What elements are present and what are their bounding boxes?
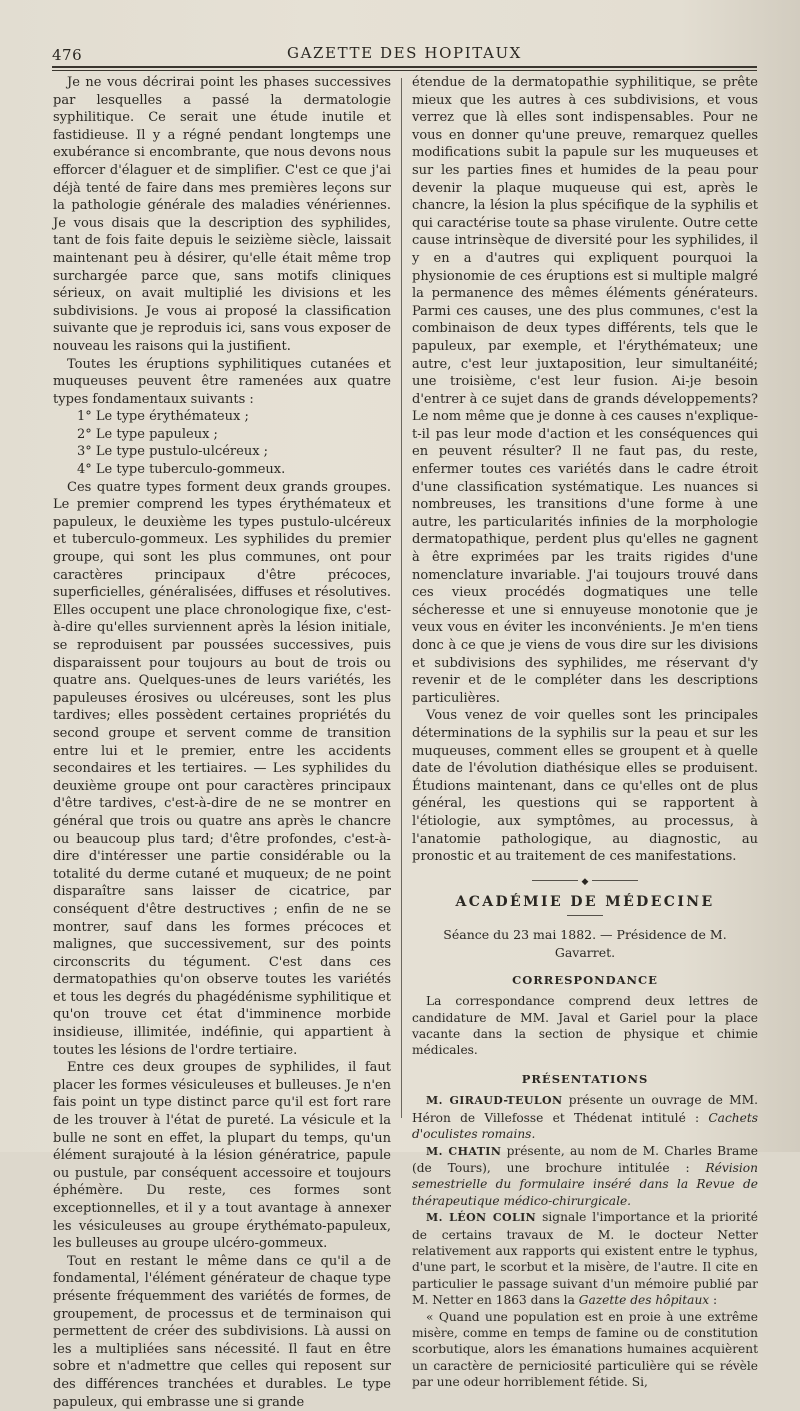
presentation-item: M. GIRAUD-TEULON présente un ouvrage de MM. Héron de Villefosse et Thédenat intitulé : Cachets d'oculistes romains. [412, 1093, 758, 1142]
left-column [53, 74, 391, 1410]
ornament-divider [412, 872, 758, 888]
paragraph: Vous venez de voir quelles sont les principales déterminations de la syphilis sur la peau et sur les muqueuses, comment elles se groupent et à quelle date de l'évolution diathésique elles se produisent. Étudions maintenant, dans ce qu'elles ont de plus général, les questions qui se rapportent à l'étiologie, aux symptômes, au processus, à l'anatomie pathologique, au diagnostic, au pronostic et au traitement de ces manifestations. [412, 708, 758, 865]
page-header [52, 40, 757, 64]
short-rule [567, 915, 603, 916]
section-title: ACADÉMIE DE MÉDECINE [455, 893, 715, 910]
session-line: Séance du 23 mai 1882. — Présidence de M. Gavarret. [443, 927, 727, 960]
paragraph: Toutes les éruptions syphilitiques cutanées et muqueuses peuvent être ramenées aux quatre types fondamentaux suivants : [53, 356, 391, 407]
header-rule-thin [52, 70, 757, 71]
speaker-name: M. GIRAUD-TEULON [426, 1094, 563, 1108]
list-item: 4° Le type tuberculo-gommeux. [77, 462, 286, 478]
column-separator [401, 78, 402, 1118]
ornament-icon: ◆ [578, 877, 593, 887]
quotation: « Quand une population est en proie à une extrême misère, comme en temps de famine ou de constitution scorbutique, alors les émanations humaines acquièrent un caractère de perniciosité particulière qui se révèle par une odeur horriblement fétide. Si, [412, 1309, 758, 1390]
work-title: Cachets d'oculistes romains. [412, 1110, 758, 1142]
work-title: Révision semestrielle du formulaire inséré dans la Revue de thérapeutique médico-chirurgicale. [412, 1160, 758, 1208]
paragraph: Tout en restant le même dans ce qu'il a de fondamental, l'élément générateur de chaque type présente fréquemment des variétés de formes, de groupement, de processus et de terminaison qui permettent de créer des subdivisions. Là aussi on les a multipliées sans nécessité. Il faut en être sobre et n'admettre que celles qui reposent sur des différences tranchées et durables. Le type papuleux, qui embrasse une si grande [53, 1253, 391, 1410]
list-item: 2° Le type papuleux ; [77, 426, 218, 442]
header-rule-thick [52, 66, 757, 68]
speaker-name: M. LÉON COLIN [426, 1211, 537, 1225]
paragraph: Entre ces deux groupes de syphilides, il faut placer les formes vésiculeuses et bulleuses. Je n'en fais point un type distinct parce qu'il est fort rare de les trouver à l'état de pureté. La vésicule et la bulle ne sont en effet, la plupart du temps, qu'un élément surajouté à la lésion génératrice, papule ou pustule, par conséquent accessoire et toujours éphémère. Du reste, ces formes sont exceptionnelles, et il y a tout avantage à annexer les vésiculeuses au groupe érythémato-papuleux, les bulleuses au groupe ulcéro-gommeux. [53, 1060, 391, 1252]
paragraph: étendue de la dermatopathie syphilitique, se prête mieux que les autres à ces subdivisions, et vous verrez que là elles sont indispensables. Pour ne vous en donner qu'une preuve, remarquez quelles modifications subit la papule sur les muqueuses et sur les parties fines et humides de la peau pour devenir la plaque muqueuse qui est, après le chancre, la lésion la plus spécifique de la syphilis et qui caractérise toute sa phase virulente. Outre cette cause intrinsèque de diversité pour les syphilides, il y en a d'autres qui expliquent pourquoi la physionomie de ces éruptions est si multiple malgré la permanence des mêmes éléments générateurs. Parmi ces causes, une des plus communes, c'est la combinaison de deux types différents, tels que le papuleux, par exemple, et l'érythémateux; une autre, c'est leur juxtaposition, leur simultanéité; une troisième, c'est leur fusion. Ai-je besoin d'entrer à ce sujet dans de grands développements? Le nom même que je donne à ces causes n'explique-t-il pas leur mode d'action et les conséquences qui en peuvent résulter? Il ne faut pas, du reste, enfermer toutes ces variétés dans le cadre étroit d'une classification systématique. Les nuances si nombreuses, les transitions d'une forme à une autre, les particularités infinies de la morphologie dermatopathique, perdent plus qu'elles ne gagnent à être exprimées par les traits rigides d'une nomenclature invariable. J'ai toujours trouvé dans ces vieux procédés dogmatiques une telle sécheresse et une si ennuyeuse monotonie que je veux vous en éviter les inconvénients. Je m'en tiens donc à ce que je viens de vous dire sur les divisions et subdivisions des syphilides, me réservant d'y revenir et de le compléter dans les descriptions particulières. [412, 75, 758, 706]
list-item: 3° Le type pustulo-ulcéreux ; [77, 444, 269, 460]
journal-name: Gazette des hôpitaux [578, 1293, 710, 1308]
subsection-heading: CORRESPONDANCE [512, 972, 658, 987]
right-column [412, 74, 758, 1390]
presentation-item: M. LÉON COLIN signale l'importance et la priorité de certains travaux de M. le docteur Netter relativement aux rapports qui existent entre le typhus, d'une part, le scorbut et la misère, de l'autre. Il cite en particulier le passage suivant d'un mémoire publié par M. Netter en 1863 dans la Gazette des hôpitaux : [412, 1210, 758, 1308]
subsection-heading: PRÉSENTATIONS [521, 1071, 649, 1086]
speaker-name: M. CHATIN [426, 1144, 502, 1158]
page-number: 476 [52, 46, 83, 64]
list-item: 1° Le type érythémateux ; [77, 409, 249, 425]
presentation-item: M. CHATIN présente, au nom de M. Charles Brame (de Tours), une brochure intitulée : Révision semestrielle du formulaire inséré dans la Revue de thérapeutique médico-chirurgicale. [412, 1143, 758, 1208]
paragraph: La correspondance comprend deux lettres de candidature de MM. Javal et Gariel pour la place vacante dans la section de physique et chimie médicales. [412, 994, 758, 1058]
journal-title: GAZETTE DES HOPITAUX [287, 44, 522, 62]
paragraph: Ces quatre types forment deux grands groupes. Le premier comprend les types érythémateux et papuleux, le deuxième les types pustulo-ulcéreux et tuberculo-gommeux. Les syphilides du premier groupe, qui sont les plus communes, ont pour caractères principaux d'être précoces, superficielles, généralisées, diffuses et résolutives. Elles occupent une place chronologique fixe, c'est-à-dire qu'elles surviennent après la lésion initiale, se reproduisent par poussées successives, puis disparaissent pour toujours au bout de trois ou quatre ans. Quelques-unes de leurs variétés, les papuleuses érosives ou ulcéreuses, sont les plus tardives; elles possèdent certaines propriétés du second groupe et servent comme de transition entre lui et le premier, entre les accidents secondaires et les tertiaires. — Les syphilides du deuxième groupe ont pour caractères principaux d'être tardives, c'est-à-dire de ne se montrer en général que trois ou quatre ans après le chancre ou beaucoup plus tard; d'être profondes, c'est-à-dire d'intéresser une partie considérable ou la totalité du derme cutané et muqueux; de ne point disparaître sans laisser de cicatrice, par conséquent d'être destructives ; enfin de ne se montrer, sauf dans les formes précoces et malignes, que successivement, sur des points circonscrits du tégument. C'est dans ces dermatopathies qu'on observe toutes les variétés et tous les degrés du phagédénisme syphilitique et qu'on trouve cet état d'imminence morbide insidieuse, illimitée, indéfinie, qui appartient à toutes les lésions de l'ordre tertiaire. [53, 479, 391, 1058]
paragraph: Je ne vous décrirai point les phases successives par lesquelles a passé la dermatologie syphilitique. Ce serait une étude inutile et fastidieuse. Il y a régné pendant longtemps une exubérance si encombrante, que nous devons nous efforcer d'élaguer et de simplifier. C'est ce que j'ai déjà tenté de faire dans mes premières leçons sur la pathologie générale des maladies vénériennes. Je vous disais que la description des syphilides, tant de fois faite depuis le seizième siècle, laissait maintenant peu à désirer, qu'elle était même trop surchargée parce que, sans motifs cliniques sérieux, on avait multiplié les divisions et les subdivisions. Je vous ai proposé la classification suivante que je reproduis ici, sans vous exposer de nouveau les raisons qui la justifient. [53, 75, 391, 354]
